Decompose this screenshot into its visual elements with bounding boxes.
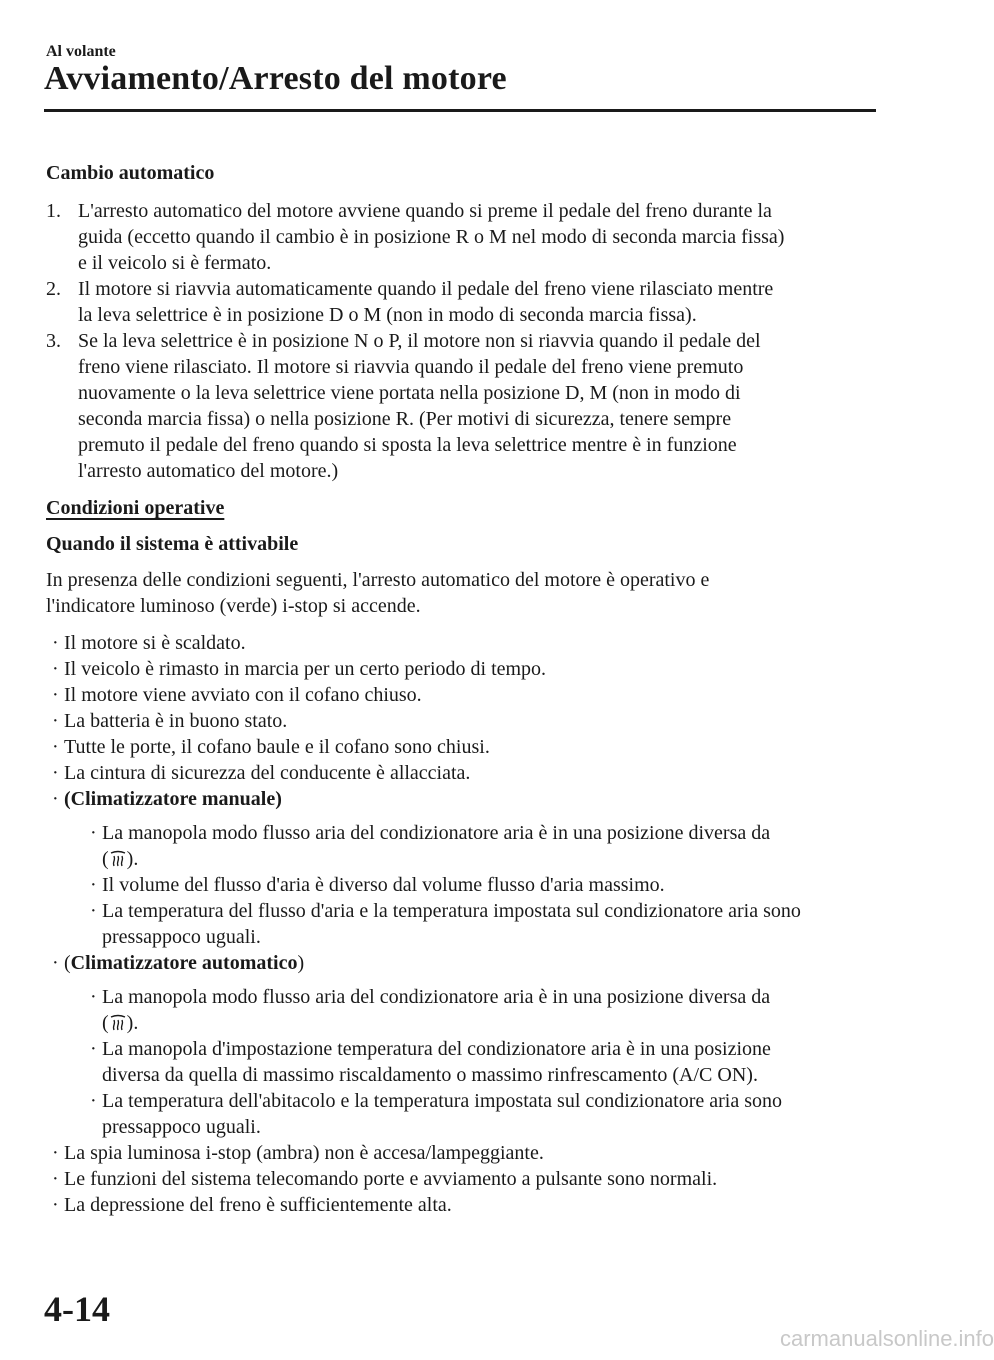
climatizzatore-automatico-label: Climatizzatore automatico (70, 952, 298, 974)
page-title: Avviamento/Arresto del motore (44, 60, 507, 97)
item-line: Se la leva selettrice è in posizione N o P, il motore non si riavvia quando il pedale del (78, 330, 761, 352)
item-line: la leva selettrice è in posizione D o M (non in modo di seconda marcia fissa). (78, 304, 697, 326)
item-number: 1. (46, 200, 61, 222)
sub-list-item (84, 872, 876, 898)
bullet-dot: · (52, 736, 59, 758)
list-item (46, 1140, 876, 1166)
bullet-dot: · (52, 684, 59, 706)
item-number: 2. (46, 278, 61, 300)
list-item-text: Le funzioni del sistema telecomando porte e avviamento a pulsante sono normali. (64, 1168, 718, 1190)
automatico-sublist (64, 984, 876, 1140)
bullet-dot: · (90, 1090, 97, 1112)
sub-list-item (84, 820, 876, 872)
list-item (46, 1166, 876, 1192)
conditions-list (46, 630, 876, 1218)
icon-paren: ( (102, 1012, 109, 1034)
item-line: guida (eccetto quando il cambio è in posizione R o M nel modo di seconda marcia fissa) (78, 226, 785, 248)
sub-item-line: La manopola modo flusso aria del condizionatore aria è in una posizione diversa da (102, 822, 771, 844)
label-paren-close: ) (297, 952, 305, 974)
sub-item-line: Il volume del flusso d'aria è diverso dal volume flusso d'aria massimo. (102, 874, 665, 896)
list-item-text: Il veicolo è rimasto in marcia per un certo periodo di tempo. (64, 658, 547, 680)
list-item-text: La batteria è in buono stato. (64, 710, 288, 732)
list-item (46, 950, 876, 1140)
sub-item-line: diversa da quella di massimo riscaldamento o massimo rinfrescamento (A/C ON). (102, 1064, 758, 1086)
sub-item-line: La manopola d'impostazione temperatura del condizionatore aria è in una posizione (102, 1038, 771, 1060)
icon-paren-close: ). (126, 848, 139, 870)
list-item (46, 734, 876, 760)
attivabile-heading: Quando il sistema è attivabile (46, 533, 299, 555)
list-item (46, 786, 876, 950)
bullet-dot: · (90, 986, 97, 1008)
sub-item-line: La manopola modo flusso aria del condizionatore aria è in una posizione diversa da (102, 986, 771, 1008)
sub-item-line: pressappoco uguali. (102, 1116, 261, 1138)
label-paren: ( (64, 952, 71, 974)
list-item (46, 656, 876, 682)
sub-list-item (84, 984, 876, 1036)
cambio-list (46, 198, 876, 484)
item-line: seconda marcia fissa) o nella posizione R. (Per motivi di sicurezza, tenere sempre (78, 408, 732, 430)
list-item-text: Il motore viene avviato con il cofano chiuso. (64, 684, 422, 706)
list-item-text: La spia luminosa i-stop (ambra) non è accesa/lampeggiante. (64, 1142, 544, 1164)
list-item (46, 1192, 876, 1218)
intro-paragraph (46, 567, 876, 619)
bullet-dot: · (90, 1038, 97, 1060)
sub-list-item (84, 1088, 876, 1140)
bullet-dot: · (52, 1168, 59, 1190)
bullet-dot: · (52, 658, 59, 680)
item-line: premuto il pedale del freno quando si sposta la leva selettrice mentre è in funzione (78, 434, 737, 456)
bullet-dot: · (52, 762, 59, 784)
item-line: l'arresto automatico del motore.) (78, 460, 339, 482)
sub-item-line: La temperatura del flusso d'aria e la temperatura impostata sul condizionatore aria sono (102, 900, 801, 922)
list-item-text: Il motore si è scaldato. (64, 632, 246, 654)
list-item (46, 630, 876, 656)
bullet-dot: · (90, 822, 97, 844)
intro-line: In presenza delle condizioni seguenti, l'arresto automatico del motore è operativo e (46, 569, 710, 591)
sub-item-line: La temperatura dell'abitacolo e la temperatura impostata sul condizionatore aria sono (102, 1090, 782, 1112)
intro-line: l'indicatore luminoso (verde) i-stop si accende. (46, 595, 421, 617)
list-item-text: Tutte le porte, il cofano baule e il cofano sono chiusi. (64, 736, 490, 758)
page-content (46, 160, 876, 1218)
icon-paren: ( (102, 848, 109, 870)
section-label: Al volante (46, 43, 116, 60)
list-item (46, 682, 876, 708)
list-item-text: La cintura di sicurezza del conducente è allacciata. (64, 762, 471, 784)
climatizzatore-manuale-label: (Climatizzatore manuale) (64, 788, 282, 810)
title-rule (44, 109, 876, 112)
item-line: Il motore si riavvia automaticamente quando il pedale del freno viene rilasciato mentre (78, 278, 774, 300)
bullet-dot: · (52, 632, 59, 654)
sub-item-line: pressappoco uguali. (102, 926, 261, 948)
bullet-dot: · (52, 1194, 59, 1216)
bullet-dot: · (52, 788, 59, 810)
bullet-dot: · (90, 874, 97, 896)
sub-list-item (84, 898, 876, 950)
bullet-dot: · (52, 710, 59, 732)
list-item (46, 708, 876, 734)
item-line: nuovamente o la leva selettrice viene portata nella posizione D, M (non in modo di (78, 382, 741, 404)
cambio-item (46, 328, 876, 484)
item-line: freno viene rilasciato. Il motore si riavvia quando il pedale del freno viene premuto (78, 356, 744, 378)
list-item-text: La depressione del freno è sufficientemente alta. (64, 1194, 452, 1216)
item-line: e il veicolo si è fermato. (78, 252, 272, 274)
cambio-item (46, 276, 876, 328)
sub-list-item (84, 1036, 876, 1088)
item-number: 3. (46, 330, 61, 352)
windshield-defrost-icon (109, 1012, 127, 1030)
cambio-heading: Cambio automatico (46, 162, 215, 184)
windshield-defrost-icon (109, 848, 127, 866)
list-item (46, 760, 876, 786)
item-line: L'arresto automatico del motore avviene quando si preme il pedale del freno durante la (78, 200, 772, 222)
page-number: 4-14 (44, 1289, 110, 1329)
bullet-dot: · (90, 900, 97, 922)
bullet-dot: · (52, 1142, 59, 1164)
manuale-sublist (64, 820, 876, 950)
watermark: carmanualsonline.info (780, 1326, 994, 1351)
icon-paren-close: ). (126, 1012, 139, 1034)
cambio-item (46, 198, 876, 276)
condizioni-heading: Condizioni operative (46, 497, 225, 519)
bullet-dot: · (52, 952, 59, 974)
